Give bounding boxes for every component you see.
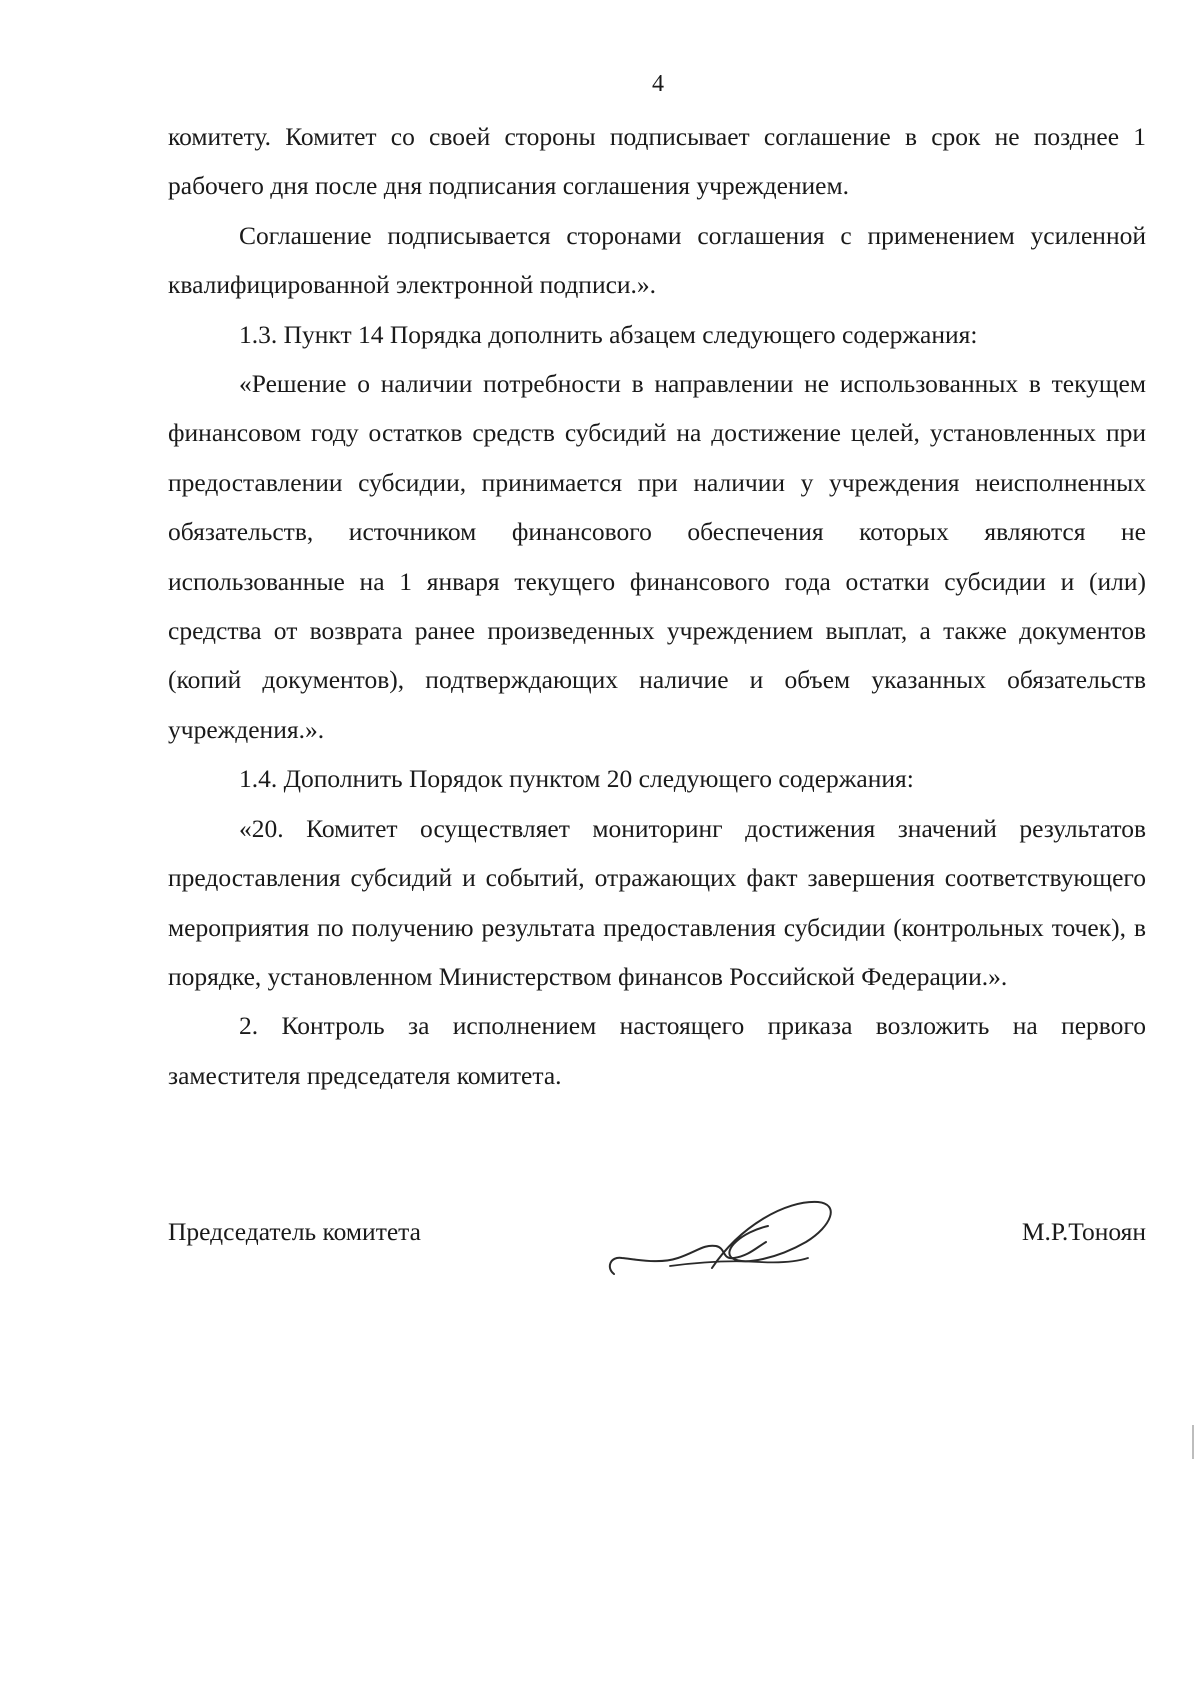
paragraph-continuation: комитету. Комитет со своей стороны подписывает соглашение в срок не позднее 1 рабочего дня после дня подписания соглашения учреждением. bbox=[168, 122, 1146, 201]
paragraph-signing-method: Соглашение подписывается сторонами соглашения с применением усиленной квалифицированной электронной подписи.». bbox=[168, 220, 1146, 300]
handwritten-signature bbox=[600, 1186, 850, 1296]
page-number: 4 bbox=[652, 71, 664, 97]
paragraph-item-1-3: 1.3. Пункт 14 Порядка дополнить абзацем следующего содержания: bbox=[239, 319, 978, 349]
scan-margin-mark bbox=[1192, 1425, 1194, 1459]
paragraph-item-20-text: «20. Комитет осуществляет мониторинг достижения значений результатов предоставления субсидий и событий, отражающих факт завершения соответствующего мероприятия по получению результата предоставления субсидии (контрольных точек), в порядке, установленном Министерством финансов Российской Федерации.». bbox=[168, 813, 1146, 991]
paragraph-item-2: 2. Контроль за исполнением настоящего приказа возложить на первого заместителя председателя комитета. bbox=[168, 1011, 1146, 1090]
signatory-position: Председатель комитета bbox=[168, 1217, 421, 1246]
signatory-name: М.Р.Тоноян bbox=[1021, 1217, 1146, 1246]
paragraph-item-1-3-text: «Решение о наличии потребности в направлении не использованных в текущем финансовом году остатков средств субсидий на достижение целей, установленных при предоставлении субсидии, принимается при наличии у учреждения неисполненных обязательств, источником финансового обеспечения которых являются не использованные на 1 января текущего финансового года остатки субсидии и (или) средства от возврата ранее произведенных учреждением выплат, а также документов (копий документов), подтверждающих наличие и объем указанных обязательств учреждения.». bbox=[168, 369, 1146, 744]
document-body bbox=[168, 112, 1146, 1100]
paragraph-item-1-4: 1.4. Дополнить Порядок пунктом 20 следующего содержания: bbox=[239, 764, 914, 794]
